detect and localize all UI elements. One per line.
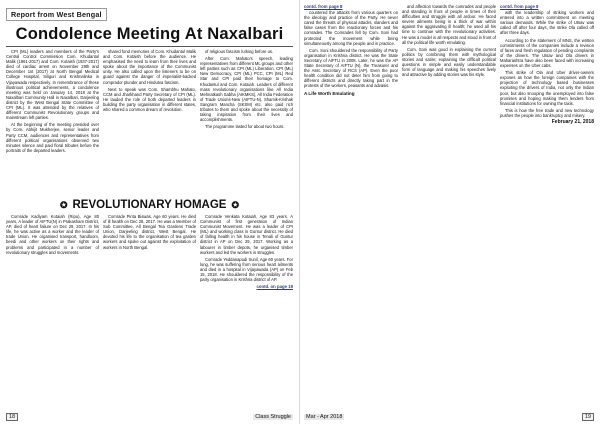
article-column-1 <box>304 4 398 408</box>
page-footer <box>304 412 594 421</box>
article-paragraph: countered the attacks from various quarters on the ideology and practice of the Party. He never cared the threats of physical attacks, slanders and false cases from the reactionary forces and his comrades. The Comrades fell by Com. Soni had protected the movement while being simultaneously among the people and in practice. <box>304 10 398 46</box>
article-paragraph: At the beginning of the meeting presided over by Com. Abhijit Mukherjee, senior leader and Party CCM, audiences and representatives from different political organisations observed two minutes silence and paid floral tributes before the portraits of the departed leaders. <box>6 122 99 153</box>
issue-label: Mar - Apr 2018 <box>306 413 343 420</box>
article-paragraph: shared fond memories of Com. Khudantul Malik and Com. Kotaish before the audience. He emphasised the need to learn from their lives and spoke about the importance of the Communist unity. He also called upon the listeners to be on guard against the danger of imperialist-backed comprador plunder and Hindutva fascism. <box>103 49 196 85</box>
continued-from-link[interactable]: contd. from page 8 <box>304 4 343 9</box>
article-date: February 21, 2018 <box>551 118 594 125</box>
page-number: 19 <box>582 413 594 421</box>
star-icon: ✪ <box>231 199 240 210</box>
obituary-column-2 <box>103 214 196 386</box>
obituary-column-3 <box>200 214 293 386</box>
subheading: A Life Worth Emulating <box>304 90 355 96</box>
article-paragraph: Com. Soni shouldered the responsibility of Party organisation in Krishna district. He was the State Secretary of AIFTU in 2008. Later, he was the AP State Secretary of AIFTU (N), the Treasurer and the Asst. Secretary of RCS (AP). Even the poor health condition did not deter him from going to different districts and directly taking part in the protests of the workers, peasants and advasis. <box>304 47 398 89</box>
article-column-2 <box>402 4 496 408</box>
continued-link[interactable]: contd. on page 19 <box>256 284 293 290</box>
obituary-columns <box>6 214 293 386</box>
article-column-3 <box>500 4 594 408</box>
obituary-paragraph: Comrade Kadiyam Kotaiah (Ripu), Age 80 years, A leader of AIFTU(N) in Prakasham District, AP, died of heart failure on Dec 29, 2017. In his life, he was active as a worker and the leader of trade Union. He organised transport, handloom, beedi and other workers on their rights and problems and participated in a number of revolutionary struggles and movements. <box>6 214 99 255</box>
article-columns-upper <box>6 49 293 196</box>
page-right <box>300 0 600 424</box>
continued-from-link[interactable]: contd. from page 8 <box>500 4 539 9</box>
page-number: 18 <box>6 413 18 421</box>
article-paragraph: with the leadership of striking workers and entered into a written commitment on meeting various demands. While the strike of Utsav was called off after four days, the strike Ola called off after three days. <box>500 10 594 36</box>
article-paragraph: This strike of Ola and Uber driver-owners exposes as how the foreign companies with the projection of technology based businesses exploiting the drivers of India, not only the Indian poor, but also snooping the unemployed into false promises and hoping making them lenders from financial institutions for owning the taxis. <box>500 70 594 106</box>
section-heading-label: REVOLUTIONARY HOMAGE <box>72 199 227 211</box>
article-column-2 <box>103 49 196 196</box>
article-column-3 <box>200 49 293 196</box>
issue-label: Class Struggle <box>255 413 291 420</box>
page-footer <box>6 412 293 421</box>
title-rule <box>6 46 293 47</box>
page-title: Condolence Meeting At Naxalbari <box>15 25 284 43</box>
article-paragraph: of religious fascism lurking before us. <box>205 49 274 54</box>
article-paragraph: CPI (ML) leaders and members of the Party's Central Control Commission Com. Khudantul Malik (1961-2017) and Com. Kotaish (1937-2017) died of cardiac arrest on November 29th and December 1st (2017) at North Bengal Medical College Hospital, Siliguri and Krishnalinka in Vijayawada respectively. In remembrance of these illustrious political achievements, a condolence meeting was held on January 14, 2018 at the Naxalbari Community Hall in Naxalbari, Darjeeling district by the West Bengal State Committee of CPI (ML). It was attended by the relatives of different Communist Revolutionary groups and mainstream left parties. <box>6 49 99 121</box>
star-icon: ✪ <box>59 199 68 210</box>
article-paragraph: According to the statement of MNS, the written commitments of the companies include a revision of fares and fresh regulation of pending complaints of the drivers. The Utsav and Ola drivers in Maharashtra have also been faced with increasing expenses on the Uber cabs. <box>500 37 594 69</box>
report-strip: Report from West Bengal <box>6 8 107 21</box>
article-paragraph: This is how the free trade and new technology pushes the people into bankruptcy and misery. <box>500 107 594 118</box>
article-paragraph: Next to speak was Com. Shambhu Mahato, CCM and Jharkhand Party Secretary of CPI (ML). He lauded the role of both departed leaders in building the party organisation in different states, who shared a common dream of revolution. <box>103 86 196 113</box>
article-paragraph: The programme lasted for about two hours. <box>205 124 285 130</box>
article-paragraph: and affection towards the comrades and people and standing in front of people in times of their difficulties and struggle with all ardour. He faced severe ailments being in a thick of war within against the aggravating ill health; he used all his time to continue with the revolutionary activities. He was a model in all respects and stood in front of all the political life worth emulating. <box>402 4 496 45</box>
article-columns-right <box>304 4 594 408</box>
section-heading <box>6 199 293 211</box>
obituary-paragraph: Comrade Venkata Kotaiah, Age 83 years. A Communist of first generation of Indian Communist Movement. He was a leader of CPI (ML) and working class in Guntur district. He died of falling health in his house in Tenali of Guntur district in AP on Dec 29, 2017. Working as a labourer in timber depots, he organised timber workers and led the workers in struggles. <box>200 214 293 255</box>
article-column-1 <box>6 49 99 196</box>
obituary-column-1 <box>6 214 99 386</box>
obituary-paragraph: Comrade Yeddanapudi Sunil, Age 60 years. For long, he was suffering from serious heart ailments and died in a hospital in Vijayawada (AP) on Feb 15, 2018. He shouldered the responsibility of the party organisation in Krishna district of AP. <box>200 256 293 283</box>
article-paragraph: Com. Soni was good in explaining the current politics by combining them with mythological stories and satire; explaining the difficult political questions in simple and easily understandable form of language and making his speeches lively and attractive by adding stories was his style. <box>402 46 496 78</box>
obituary-paragraph: Comrade Pinta Biswas, Age 60 years. He died of ill health on Dec 26, 2017. He was a Member of Sub Committee, All Bengal Tea Gardens Trade Union, Darjeeling district, West Bengal. He devoted his life to the organisation of tea garden workers and spoke out against the exploitation of workers in North Bengal. <box>103 214 196 250</box>
article-paragraph: After Com. Mahato's speech, leading representatives from different ML groups and other left parties such as CPI (ML) Liberation, CPI (ML) New Democracy, CPI (ML) PCC, CPI (ML) Red Star and CPI paid their homage to Com. Khudantul and Com. Kotaiah. Leaders of different mass revolutionary organisations like All India Mehnatkash Sabha (AIKMKS), All India Federation of Trade Unions-New (AIFTU-N), Shamik-Krishak Sangram Mancha (SKSM) etc. also paid rich tributes to them and spoke about the necessity of taking inspiration from their lives and accomplishments. <box>200 56 293 123</box>
